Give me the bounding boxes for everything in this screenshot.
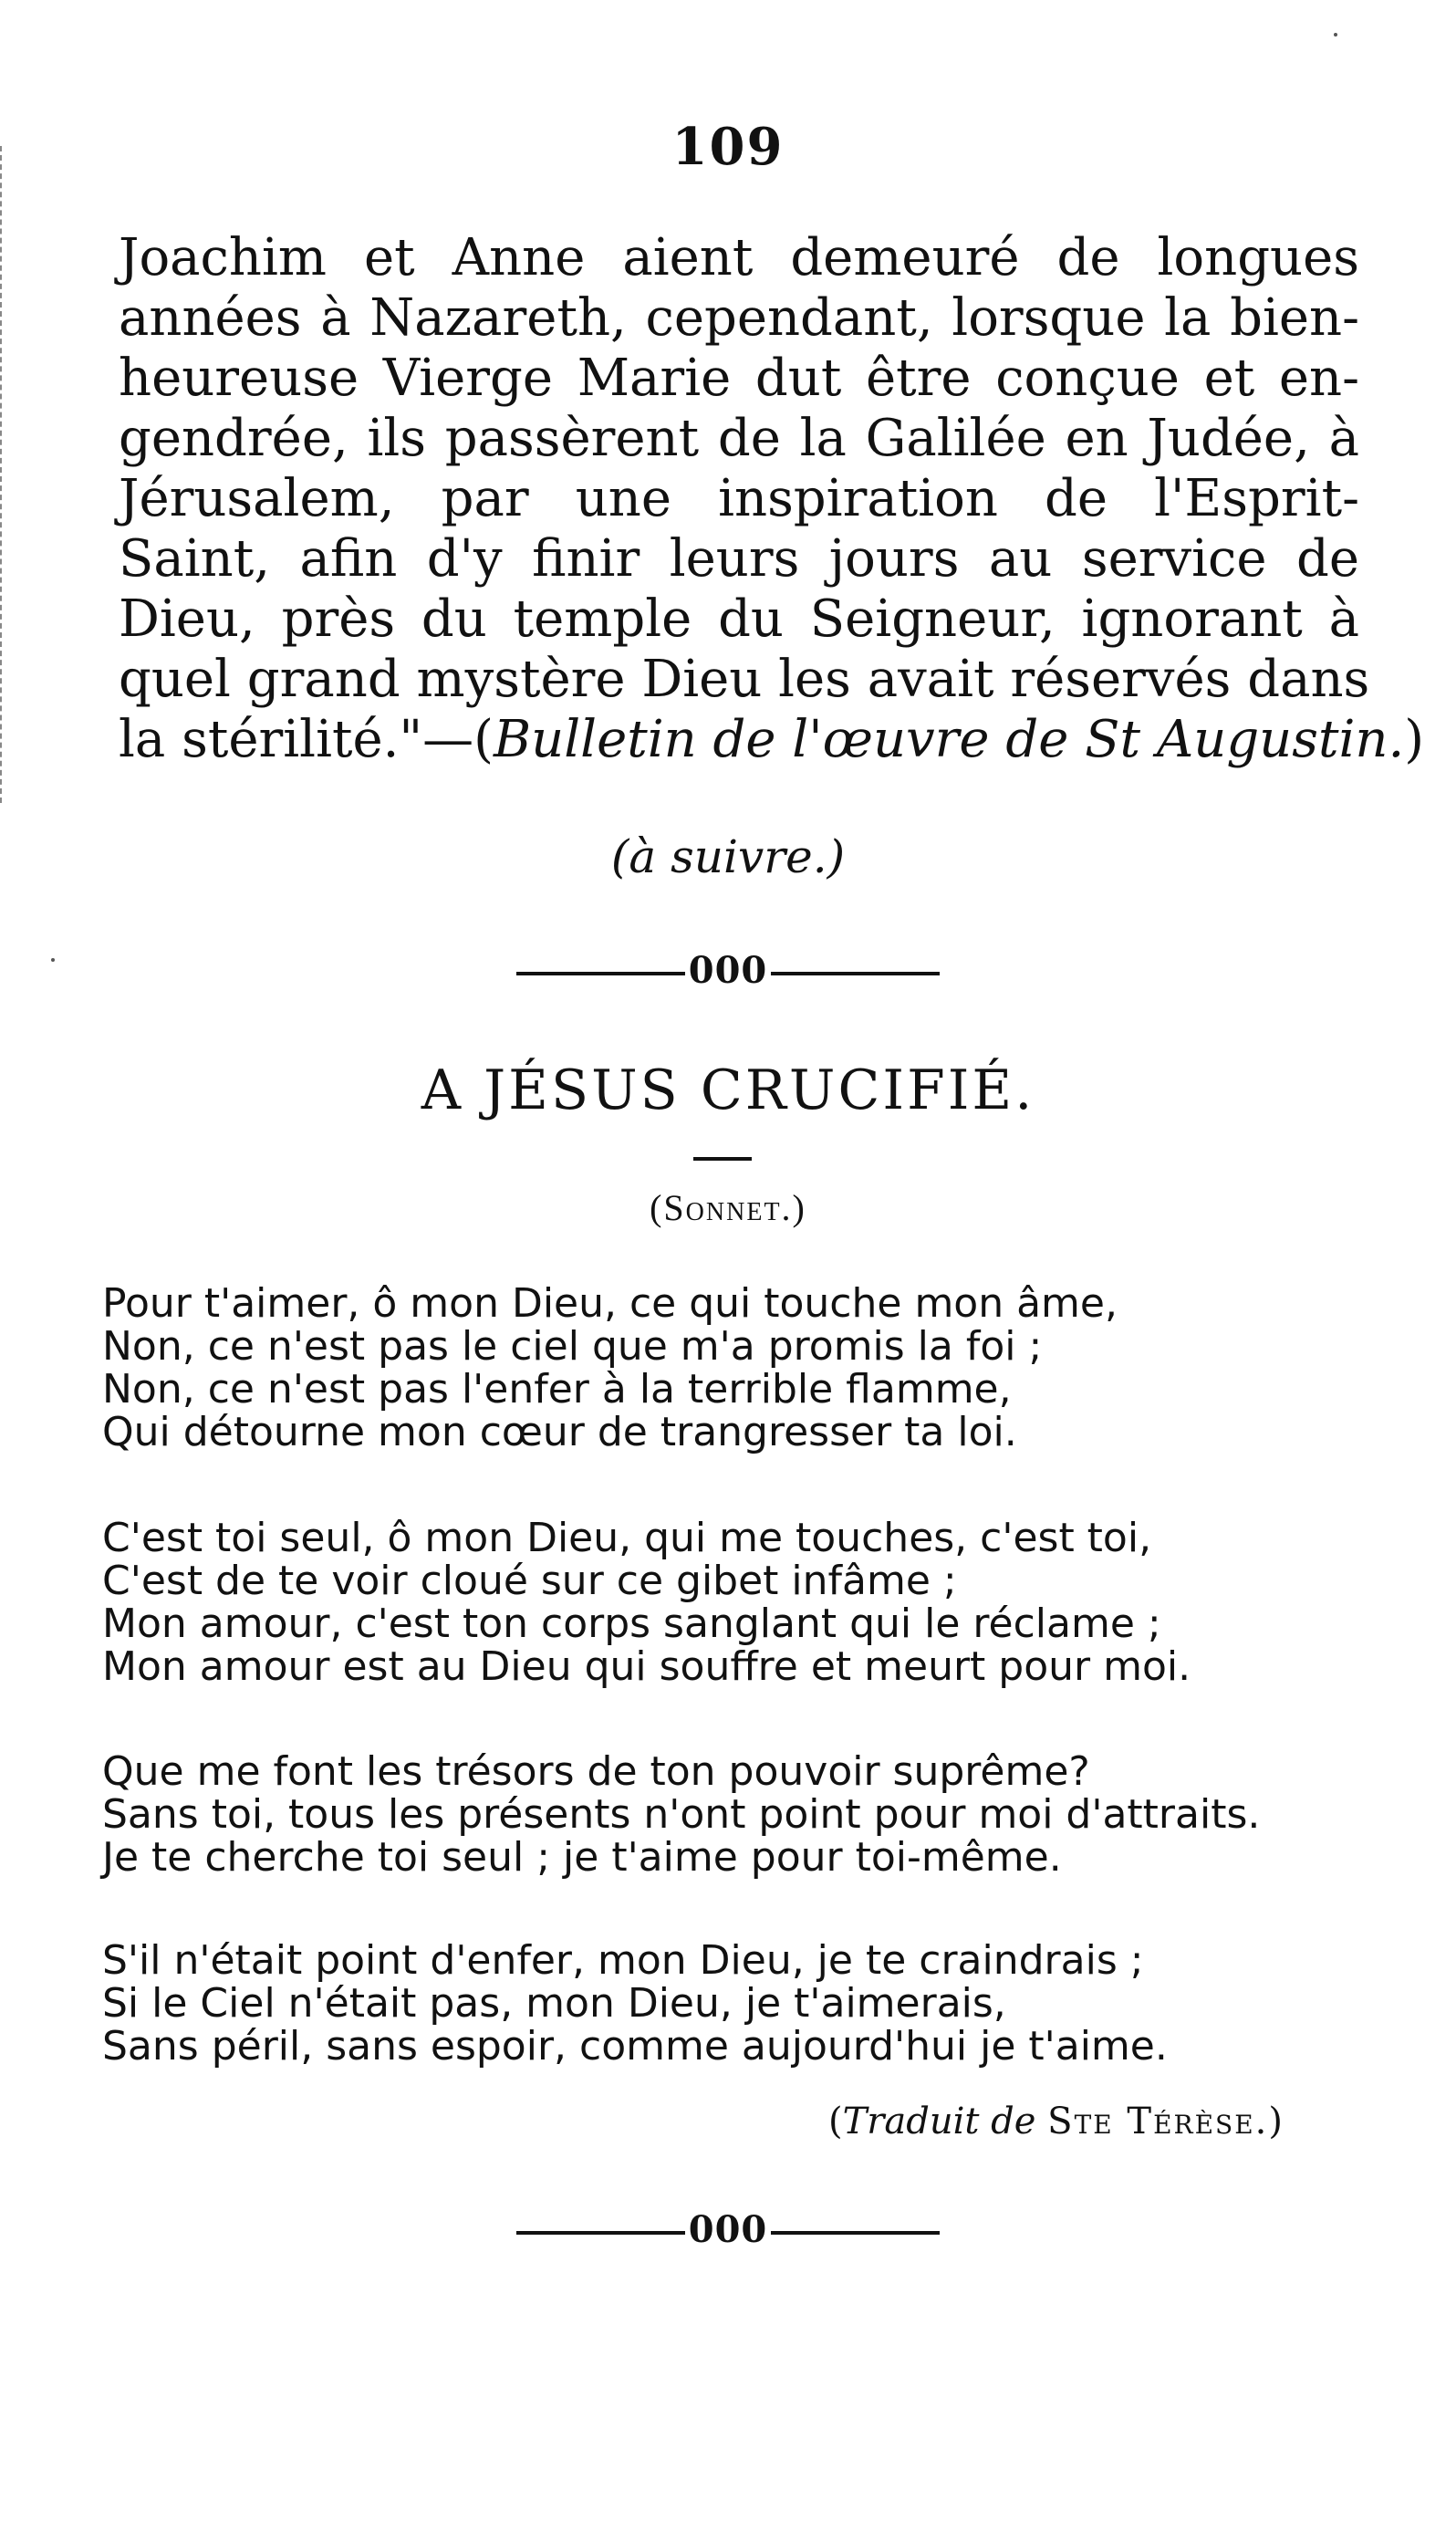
poem-verse: Non, ce n'est pas l'enfer à la terrible flamme, bbox=[102, 1366, 1012, 1413]
poem-stanza bbox=[102, 1750, 1288, 1879]
prose-line: années à Nazareth, cependant, lorsque la bien- bbox=[119, 288, 1359, 348]
poem-verse: C'est de te voir cloué sur ce gibet infâme ; bbox=[102, 1558, 957, 1604]
separator-rule-right bbox=[771, 972, 940, 975]
poem-stanza bbox=[102, 1517, 1288, 1688]
poem-verse: C'est toi seul, ô mon Dieu, qui me touches, c'est toi, bbox=[102, 1515, 1152, 1561]
prose-last-line bbox=[119, 710, 1425, 770]
poem-title: A JÉSUS CRUCIFIÉ. bbox=[421, 1058, 1035, 1122]
poem-verse: Sans péril, sans espoir, comme aujourd'hui je t'aime. bbox=[102, 2023, 1168, 2069]
poem-verse: S'il n'était point d'enfer, mon Dieu, je te craindrais ; bbox=[102, 1937, 1144, 1984]
attribution-translated-by: Traduit de bbox=[842, 2101, 1036, 2142]
attribution-author: Ste Térèse. bbox=[1047, 2101, 1269, 2142]
poem-verse: Qui détourne mon cœur de trangresser ta loi. bbox=[102, 1409, 1017, 1455]
attribution-close: ) bbox=[1268, 2101, 1283, 2142]
prose-line: Saint, afin d'y finir leurs jours au service de bbox=[119, 529, 1359, 589]
poem-verse: Je te cherche toi seul ; je t'aime pour toi-même. bbox=[102, 1834, 1062, 1881]
poem-verse: Mon amour est au Dieu qui souffre et meurt pour moi. bbox=[102, 1643, 1191, 1690]
prose-line: heureuse Vierge Marie dut être conçue et en- bbox=[119, 349, 1359, 408]
poem-verse: Pour t'aimer, ô mon Dieu, ce qui touche mon âme, bbox=[102, 1280, 1118, 1327]
binding-margin-mark bbox=[0, 146, 4, 803]
poem-stanza bbox=[102, 1282, 1288, 1454]
poem-verse: Sans toi, tous les présents n'ont point pour moi d'attraits. bbox=[102, 1791, 1261, 1838]
poem-form-label: (Sonnet.) bbox=[650, 1187, 806, 1228]
section-separator bbox=[0, 2208, 1456, 2251]
prose-line: gendrée, ils passèrent de la Galilée en Judée, à bbox=[119, 409, 1359, 468]
separator-ornament: 000 bbox=[688, 2208, 768, 2251]
citation-source: Bulletin de l'œuvre de St Augustin. bbox=[494, 710, 1405, 769]
section-separator bbox=[0, 949, 1456, 992]
poem-verse: Que me font les trésors de ton pouvoir suprême? bbox=[102, 1748, 1090, 1795]
poem-attribution bbox=[828, 2101, 1283, 2142]
prose-line: quel grand mystère Dieu les avait réservés dans bbox=[119, 650, 1370, 709]
separator-rule-left bbox=[516, 972, 685, 975]
prose-paragraph bbox=[119, 228, 1425, 770]
prose-line: Jérusalem, par une inspiration de l'Esprit- bbox=[119, 469, 1359, 528]
poem-verse: Mon amour, c'est ton corps sanglant qui le réclame ; bbox=[102, 1600, 1161, 1647]
prose-line: Dieu, près du temple du Seigneur, ignorant à bbox=[119, 589, 1359, 649]
poem-verse: Si le Ciel n'était pas, mon Dieu, je t'aimerais, bbox=[102, 1980, 1006, 2027]
to-be-continued-note: (à suivre.) bbox=[610, 830, 846, 883]
poem-verse: Non, ce n'est pas le ciel que m'a promis la foi ; bbox=[102, 1323, 1043, 1370]
title-rule bbox=[693, 1157, 752, 1161]
page-number: 109 bbox=[671, 117, 785, 177]
separator-rule-right bbox=[771, 2231, 940, 2235]
citation-close: ) bbox=[1404, 710, 1425, 769]
prose-line-text: la stérilité."—( bbox=[119, 710, 494, 769]
ink-speck bbox=[1334, 33, 1337, 36]
separator-rule-left bbox=[516, 2231, 685, 2235]
separator-ornament: 000 bbox=[688, 949, 768, 992]
prose-line: Joachim et Anne aient demeuré de longues bbox=[119, 228, 1359, 287]
attribution-open: ( bbox=[827, 2101, 843, 2142]
poem-stanza bbox=[102, 1939, 1288, 2068]
